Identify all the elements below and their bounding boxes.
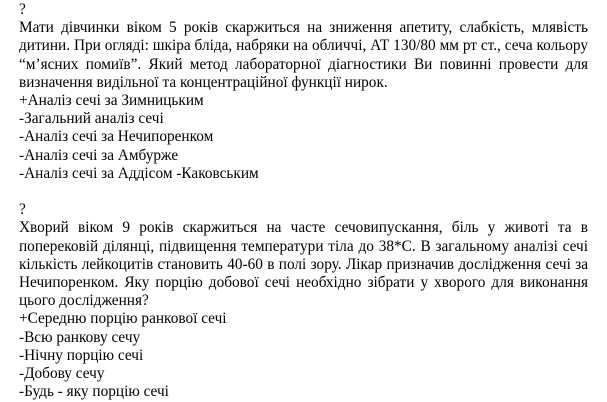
paragraph-spacer [19, 183, 588, 201]
question-block-2 [19, 201, 588, 401]
answer-option: -Загальний аналіз сечі [19, 110, 164, 128]
question-text: Мати дівчинки віком 5 років скаржиться на зниження апетиту, слабкість, млявість дитини. При огляді: шкіра бліда, набряки на обличчі, АТ 130/80 мм рт ст., сеча кольору “м’ясних помиїв”. Який метод лабораторної діагностики Ви повинні провести для визначення видільної та концентраційної функції нирок. [19, 19, 588, 91]
answer-option: -Аналіз сечі за Амбурже [19, 146, 179, 164]
answer-options [19, 310, 588, 401]
answer-options [19, 92, 588, 183]
answer-option: -Всю ранкову сечу [19, 328, 141, 346]
question-block-1 [19, 1, 588, 183]
answer-option-correct: +Середню порцію ранкової сечі [19, 310, 227, 328]
question-marker: ? [19, 201, 26, 219]
answer-option: -Аналіз сечі за Аддісом -Каковським [19, 164, 259, 182]
answer-option-correct: +Аналіз сечі за Зимницьким [19, 92, 204, 110]
answer-option: -Нічну порцію сечі [19, 346, 144, 364]
question-text: Хворий віком 9 років скаржиться на часте сечовипускання, біль у животі та в поперековій ділянці, підвищення температури тіла до 38*С. В загальному аналізі сечі кількість лейкоцитів становить 40-60 в полі зору. Лікар призначив дослідження сечі за Нечипоренком. Яку порцію добової сечі необхідно зібрати у хворого для виконання цього дослідження? [19, 219, 588, 310]
answer-option: -Добову сечу [19, 365, 105, 383]
answer-option: -Будь - яку порцію сечі [19, 383, 169, 401]
answer-option: -Аналіз сечі за Нечипоренком [19, 128, 214, 146]
question-marker: ? [19, 1, 26, 18]
